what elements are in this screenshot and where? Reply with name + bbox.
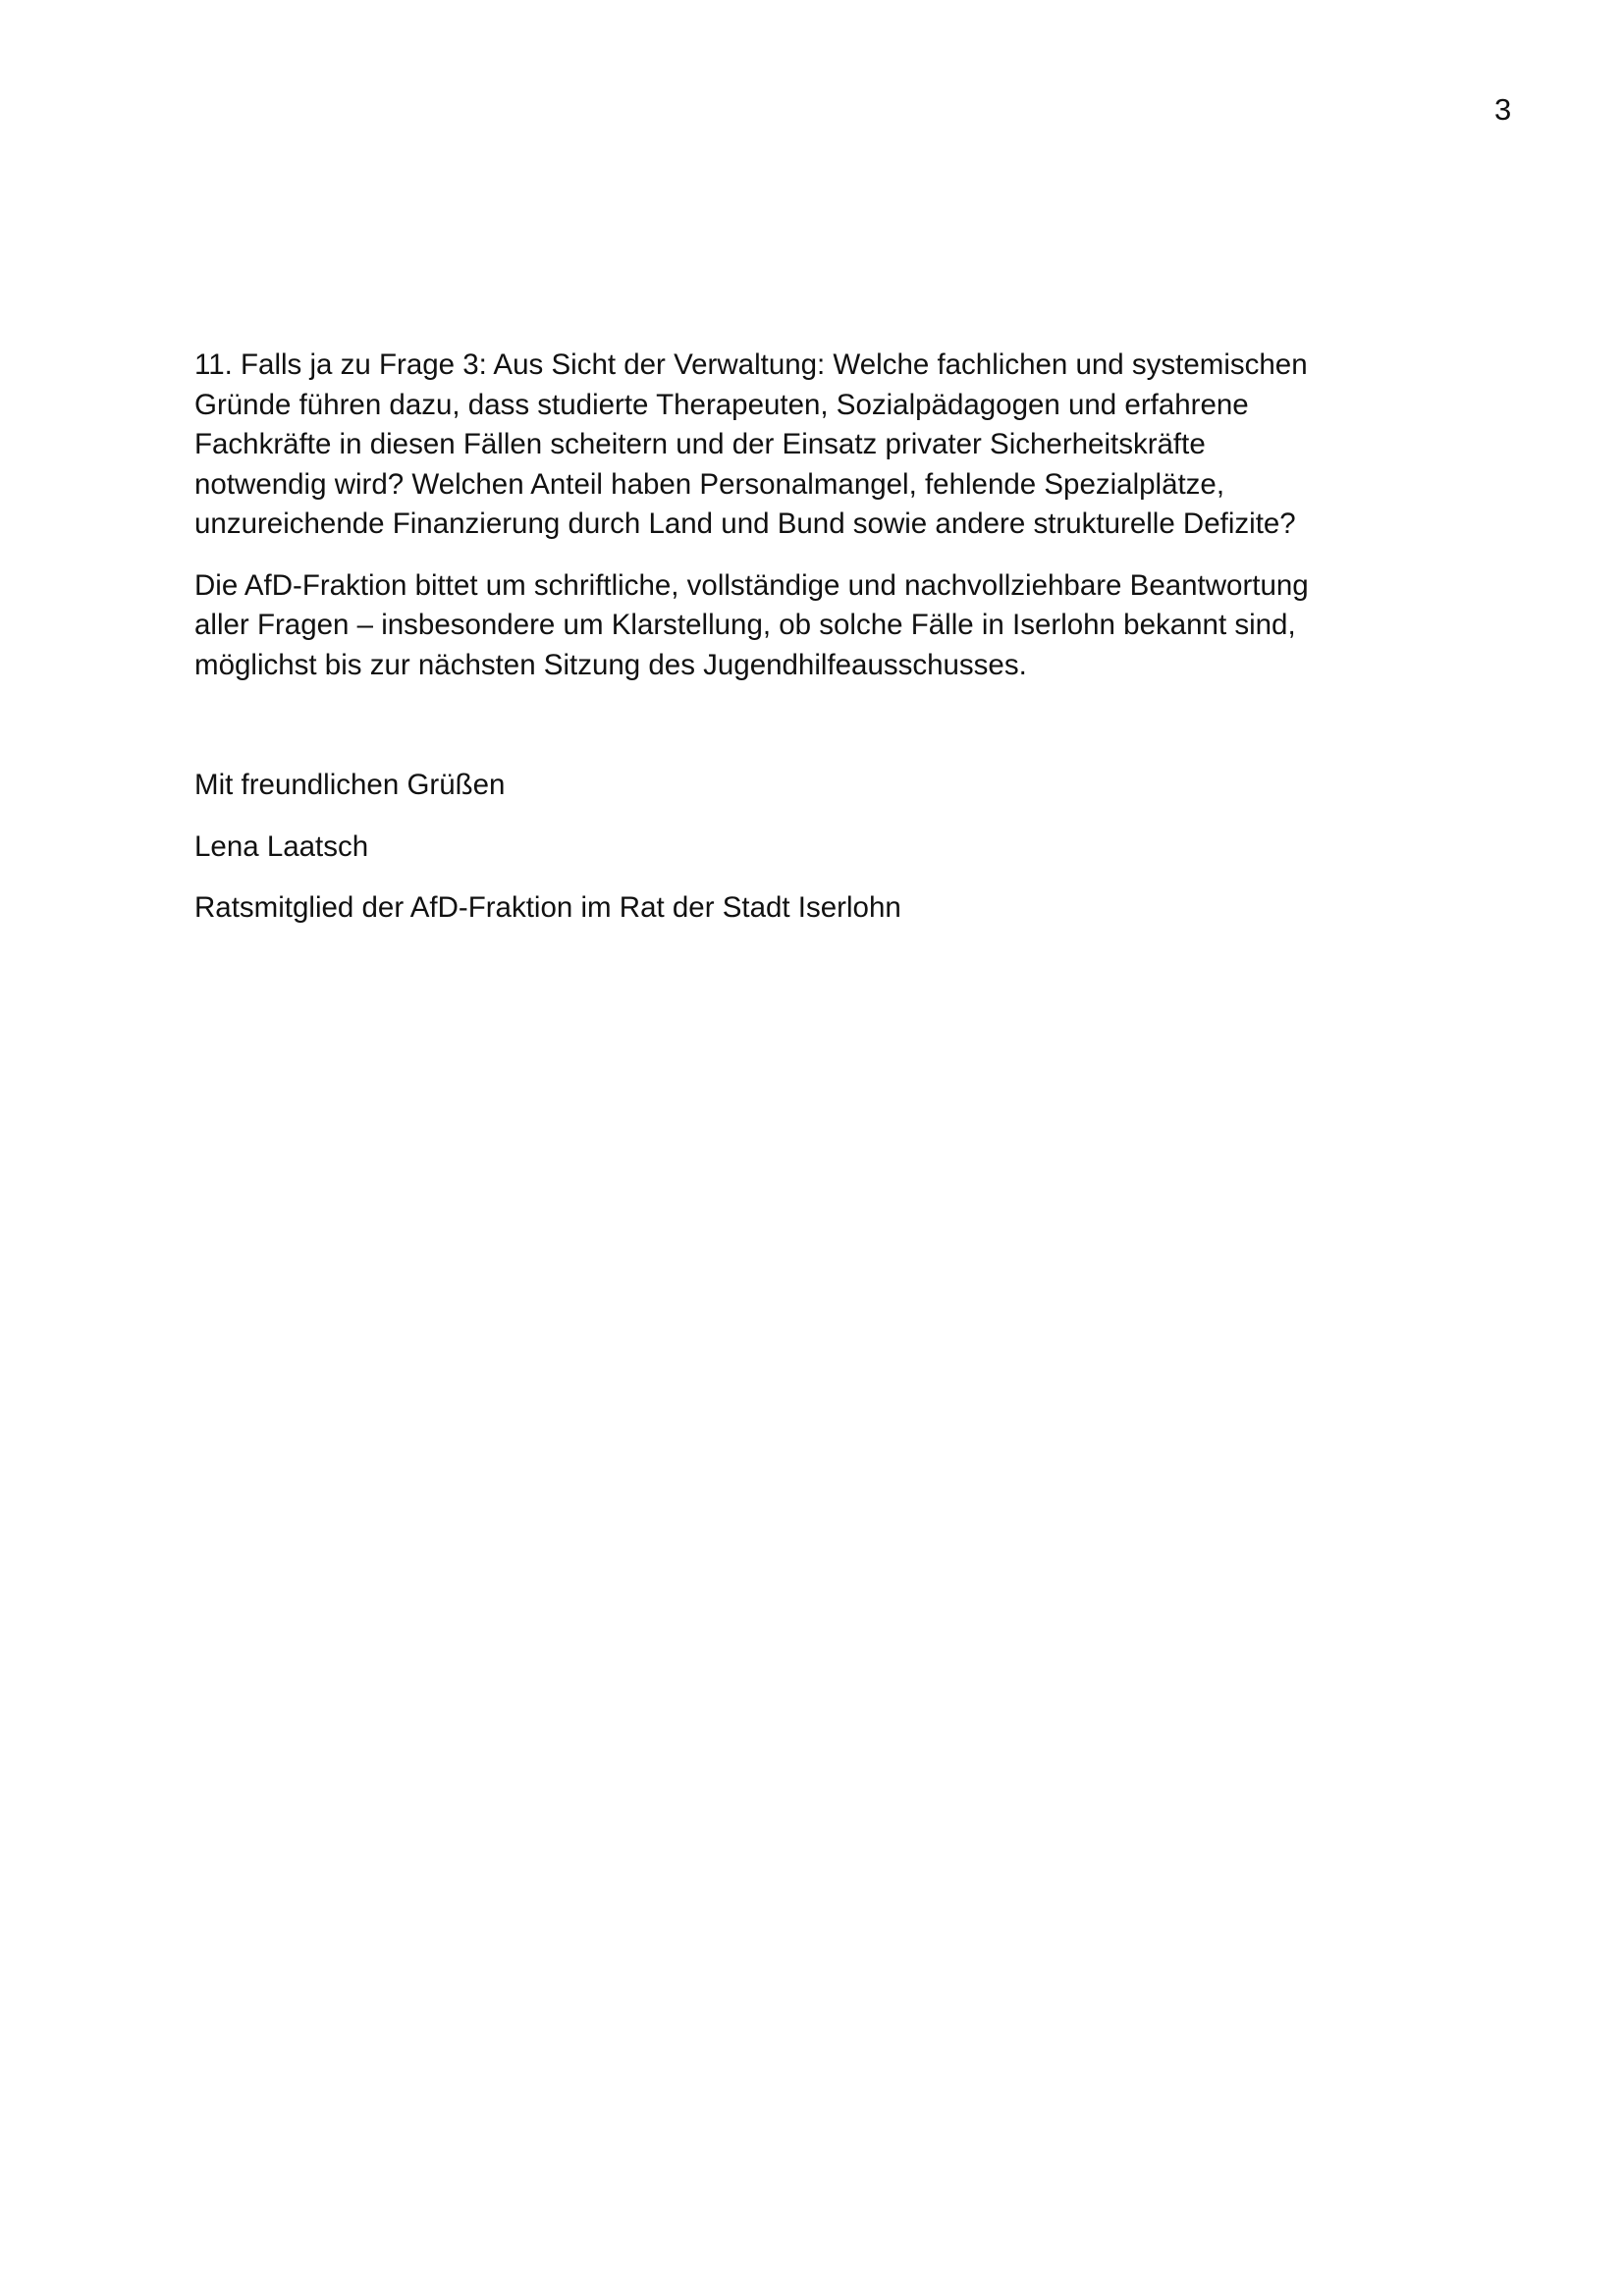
paragraph-line: Die AfD-Fraktion bittet um schriftliche, vollständige und nachvollziehbare Beantwortung xyxy=(194,568,1309,602)
paragraph-line: 11. Falls ja zu Frage 3: Aus Sicht der Verwaltung: Welche fachlichen und systemischen xyxy=(194,348,1308,381)
paragraph-line: Fachkräfte in diesen Fällen scheitern und der Einsatz privater Sicherheitskräfte xyxy=(194,428,1206,460)
question-11-paragraph xyxy=(194,346,1412,545)
signer-role: Ratsmitglied der AfD-Fraktion im Rat der Stadt Iserlohn xyxy=(194,891,901,924)
page-number: 3 xyxy=(1494,92,1512,127)
paragraph-line: unzureichende Finanzierung durch Land und Bund sowie andere strukturelle Defizite? xyxy=(194,507,1296,540)
paragraph-line: Gründe führen dazu, dass studierte Therapeuten, Sozialpädagogen und erfahrene xyxy=(194,388,1249,421)
paragraph-line: möglichst bis zur nächsten Sitzung des Jugendhilfeausschusses. xyxy=(194,648,1027,681)
signer-name: Lena Laatsch xyxy=(194,829,369,863)
paragraph-line: notwendig wird? Welchen Anteil haben Personalmangel, fehlende Spezialplätze, xyxy=(194,467,1225,501)
letter-body xyxy=(194,346,1412,950)
request-paragraph xyxy=(194,566,1412,686)
paragraph-line: aller Fragen – insbesondere um Klarstellung, ob solche Fälle in Iserlohn bekannt sind, xyxy=(194,609,1296,641)
closing-block xyxy=(194,766,1412,929)
closing-greeting: Mit freundlichen Grüßen xyxy=(194,769,506,801)
